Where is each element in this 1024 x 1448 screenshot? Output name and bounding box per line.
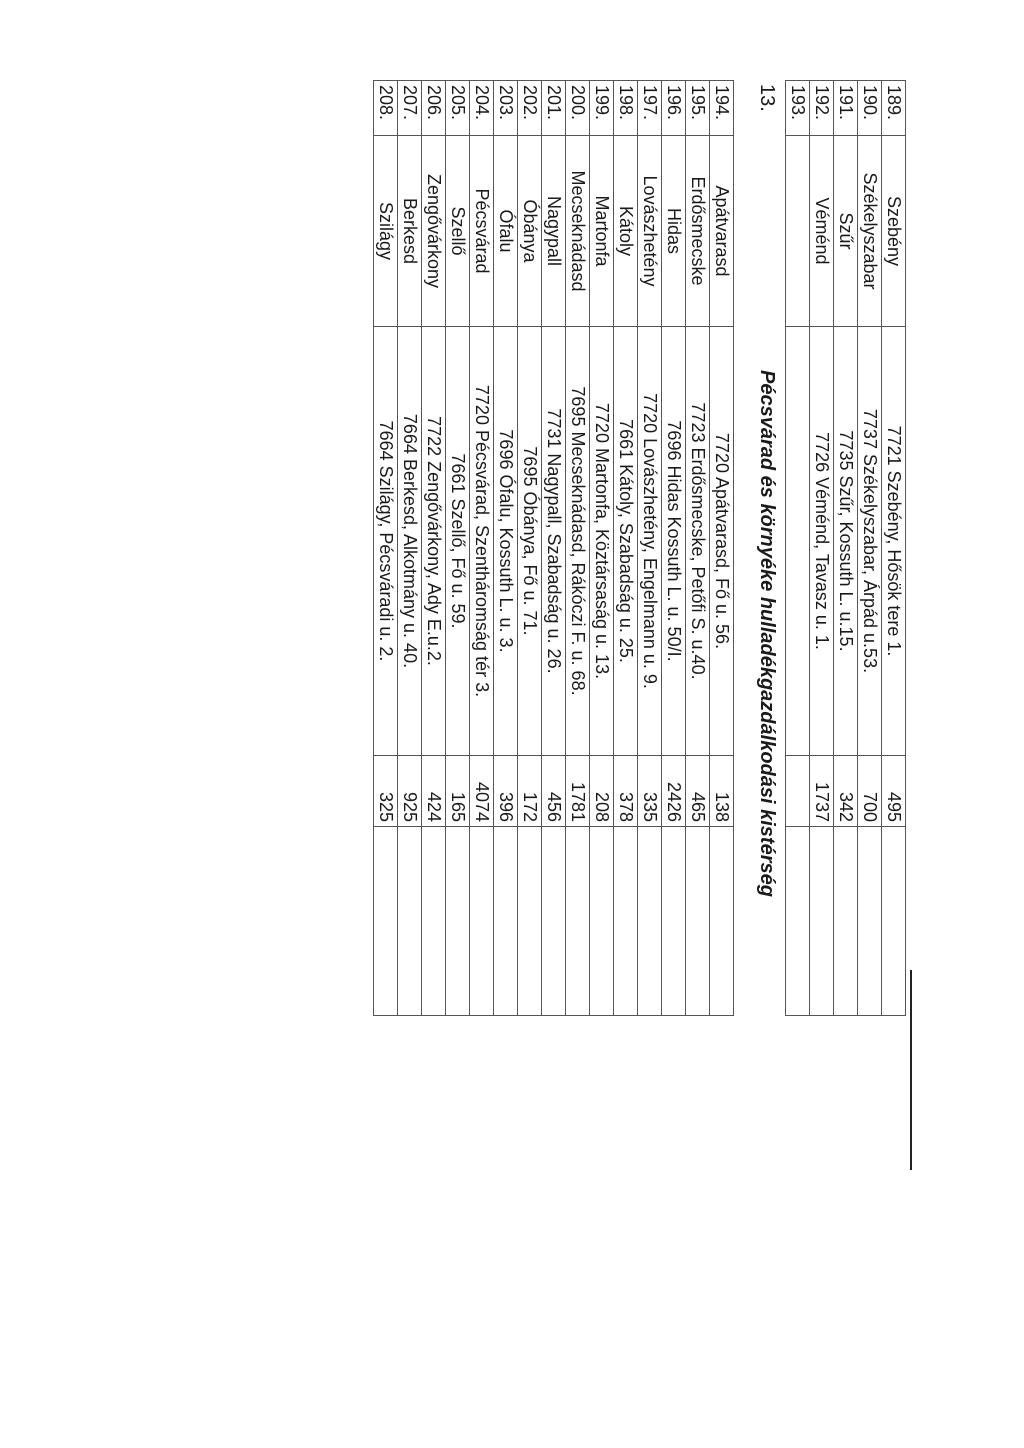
municipality-table-upper [785,80,906,1016]
population: 925 [398,756,422,827]
town-name: Berkesd [398,136,422,327]
town-name: Apátvarasd [710,136,734,327]
address: 7722 Zengővárkony, Ady E.u.2. [422,327,446,756]
town-name: Székelyszabar [858,136,882,327]
empty-cell [858,827,882,1016]
row-number: 193. [786,81,810,136]
town-name: Erdősmecske [686,136,710,327]
table-row [810,81,834,1016]
population: 378 [614,756,638,827]
town-name: Nagypall [542,136,566,327]
margin-line [910,970,912,1170]
row-number: 199. [590,81,614,136]
row-number: 206. [422,81,446,136]
empty-cell [542,827,566,1016]
empty-cell [614,827,638,1016]
row-number: 204. [470,81,494,136]
empty-cell [882,827,906,1016]
town-name: Martonfa [590,136,614,327]
table-row [470,81,494,1016]
population: 138 [710,756,734,827]
population: 342 [834,756,858,827]
town-name: Óbánya [518,136,542,327]
address: 7735 Szűr, Kossuth L. u.15. [834,327,858,756]
population: 424 [422,756,446,827]
empty-cell [374,827,398,1016]
empty-cell [398,827,422,1016]
address: 7726 Véménd, Tavasz u. 1. [810,327,834,756]
population: 700 [858,756,882,827]
population: 1737 [810,756,834,827]
row-number: 200. [566,81,590,136]
population: 1781 [566,756,590,827]
address: 7696 Ófalu, Kossuth L. u. 3. [494,327,518,756]
population: 456 [542,756,566,827]
section-number: 13. [756,84,778,112]
address: 7720 Pécsvárad, Szentháromság tér 3. [470,327,494,756]
population: 165 [446,756,470,827]
row-number: 189. [882,81,906,136]
address: 7696 Hidas Kossuth L. u. 50/I. [662,327,686,756]
section-header [738,80,798,1180]
empty-cell [834,827,858,1016]
table-row [542,81,566,1016]
population: 4074 [470,756,494,827]
address: 7664 Szilágy, Pécsváradi u. 2. [374,327,398,756]
section-title: Pécsvárad és környéke hulladékgazdálkodási kistérség [756,370,778,897]
address: 7723 Erdősmecske, Petőfi S. u.40. [686,327,710,756]
table-row [882,81,906,1016]
town-name: Pécsvárad [470,136,494,327]
address: 7695 Óbánya, Fő u. 71. [518,327,542,756]
row-number: 196. [662,81,686,136]
table-row [662,81,686,1016]
population: 495 [882,756,906,827]
row-number: 194. [710,81,734,136]
town-name: Kátoly [614,136,638,327]
address: 7731 Nagypall, Szabadság u. 26. [542,327,566,756]
address: 7661 Kátoly, Szabadság u. 25. [614,327,638,756]
town-name: Ófalu [494,136,518,327]
empty-cell [710,827,734,1016]
address: 7720 Apátvarasd, Fő u. 56. [710,327,734,756]
town-name: Zengővárkony [422,136,446,327]
table-row [614,81,638,1016]
town-name: Véménd [810,136,834,327]
empty-cell [470,827,494,1016]
town-name: Lovászhetény [638,136,662,327]
address: 7664 Berkesd, Alkotmány u. 40. [398,327,422,756]
empty-cell [446,827,470,1016]
town-name: Mecseknádasd [566,136,590,327]
table-row [638,81,662,1016]
municipality-table-lower [373,80,734,1016]
population: 465 [686,756,710,827]
row-number: 192. [810,81,834,136]
row-number: 191. [834,81,858,136]
row-number: 195. [686,81,710,136]
town-name: Szebény [882,136,906,327]
empty-cell [686,827,710,1016]
row-number: 197. [638,81,662,136]
population: 325 [374,756,398,827]
table-row [374,81,398,1016]
row-number: 202. [518,81,542,136]
row-number: 203. [494,81,518,136]
table-row [446,81,470,1016]
row-number: 207. [398,81,422,136]
address: 7695 Mecseknádasd, Rákóczi F. u. 68. [566,327,590,756]
town-name: Szűr [834,136,858,327]
population: 335 [638,756,662,827]
table-row [710,81,734,1016]
row-number: 205. [446,81,470,136]
table-row [518,81,542,1016]
empty-cell [422,827,446,1016]
empty-cell [518,827,542,1016]
table-row [494,81,518,1016]
table-row [834,81,858,1016]
empty-cell [662,827,686,1016]
table-row [422,81,446,1016]
rotated-content [266,80,906,1180]
population: 396 [494,756,518,827]
table-body [786,81,906,1016]
row-number: 190. [858,81,882,136]
row-number: 198. [614,81,638,136]
town-name: Szellő [446,136,470,327]
table-row [858,81,882,1016]
town-name: Szilágy [374,136,398,327]
empty-cell [494,827,518,1016]
address: 7661 Szellő, Fő u. 59. [446,327,470,756]
town-name: Hidas [662,136,686,327]
population: 172 [518,756,542,827]
address: 7720 Martonfa, Köztársaság u. 13. [590,327,614,756]
empty-cell [638,827,662,1016]
address: 7737 Székelyszabar, Árpád u.53. [858,327,882,756]
empty-cell [810,827,834,1016]
table-row [686,81,710,1016]
population: 2426 [662,756,686,827]
address: 7720 Lovászhetény, Engelmann u. 9. [638,327,662,756]
empty-cell [566,827,590,1016]
table-row [566,81,590,1016]
address: 7721 Szebény, Hősök tere 1. [882,327,906,756]
table-row [398,81,422,1016]
row-number: 201. [542,81,566,136]
row-number: 208. [374,81,398,136]
population: 208 [590,756,614,827]
empty-cell [590,827,614,1016]
table-row [590,81,614,1016]
table-body [374,81,734,1016]
